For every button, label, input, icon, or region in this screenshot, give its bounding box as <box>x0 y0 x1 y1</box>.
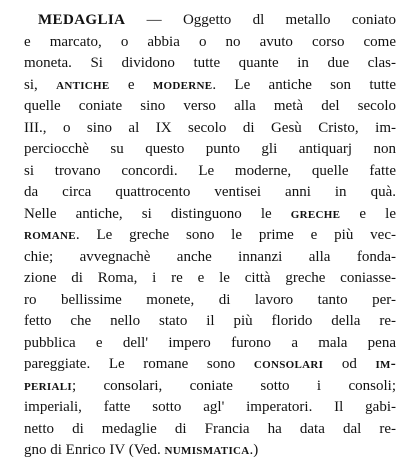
small-caps-term: antiche <box>56 76 110 93</box>
text-line <box>24 268 396 290</box>
small-caps-term: consolari <box>253 356 324 372</box>
text-run: si, <box>24 76 57 93</box>
text-run: ; consolari, coniate sotto i consoli; <box>71 377 396 394</box>
text-line <box>24 225 396 247</box>
text-line <box>24 10 396 32</box>
text-run: imperiali, fatte sotto agl' imperatori. Il gabi- <box>24 399 396 415</box>
text-run: perciocchè su questo punto gli antiquarj non <box>24 141 396 157</box>
text-line <box>24 32 396 54</box>
headword-dash: — <box>125 12 183 28</box>
small-caps-term: greche <box>290 205 341 222</box>
text-line <box>24 419 396 441</box>
text-run: e le <box>340 205 396 222</box>
text-line <box>24 182 396 204</box>
text-run: e marcato, o abbia o no avuto corso come <box>24 33 396 50</box>
text-run: ro bellissime monete, di lavoro tanto per- <box>24 291 396 308</box>
text-run: . Le greche sono le prime e più vec- <box>75 227 396 243</box>
small-caps-term: numismatica <box>164 442 250 458</box>
text-run: pubblica e dell' impero furono a mala pena <box>24 334 396 351</box>
text-line <box>24 118 396 140</box>
text-run: da circa quattrocento ventisei anni in quà. <box>24 184 396 200</box>
text-run: chie; avvegnachè anche innanzi alla fonda- <box>24 248 396 265</box>
text-run: Nelle antiche, si distinguono le <box>24 205 291 222</box>
text-line <box>24 247 396 269</box>
text-line <box>24 290 396 312</box>
text-line <box>24 440 396 462</box>
text-run: gno di Enrico IV (Ved. <box>24 442 165 458</box>
text-line <box>24 96 396 118</box>
small-caps-term: romane <box>24 227 76 243</box>
text-run: pareggiate. Le romane sono <box>24 356 254 372</box>
small-caps-term: periali <box>24 377 72 394</box>
text-run: si trovano concordi. Le moderne, quelle fatte <box>24 162 396 179</box>
text-line <box>24 139 396 161</box>
text-line <box>24 376 396 398</box>
headword: MEDAGLIA <box>38 12 126 28</box>
dictionary-entry <box>24 10 396 462</box>
text-line <box>24 204 396 226</box>
text-run: quelle coniate sino verso alla metà del secolo <box>24 98 396 114</box>
text-line <box>24 75 396 97</box>
text-run: e <box>109 76 153 93</box>
text-line <box>24 161 396 183</box>
text-line <box>24 311 396 333</box>
text-run: zione di Roma, i re e le città greche coniasse- <box>24 270 396 286</box>
text-run: moneta. Si dividono tutte quante in due clas- <box>24 55 396 71</box>
text-line <box>24 397 396 419</box>
text-line <box>24 53 396 75</box>
text-run: fetto che nello stato il più florido della re- <box>24 313 396 329</box>
small-caps-term: moderne <box>152 76 213 93</box>
text-line <box>24 354 396 376</box>
text-run: od <box>323 356 376 372</box>
entry-body <box>24 10 396 462</box>
text-run: . Le antiche son tutte <box>212 76 396 93</box>
text-line <box>24 333 396 355</box>
text-run: .) <box>249 442 259 458</box>
text-run: Oggetto dl metallo coniato <box>182 12 396 28</box>
small-caps-term: im- <box>375 356 396 372</box>
text-run: III., o sino al IX secolo di Gesù Cristo, im- <box>24 119 396 136</box>
text-run: netto di medaglie di Francia ha data dal re- <box>24 420 396 437</box>
